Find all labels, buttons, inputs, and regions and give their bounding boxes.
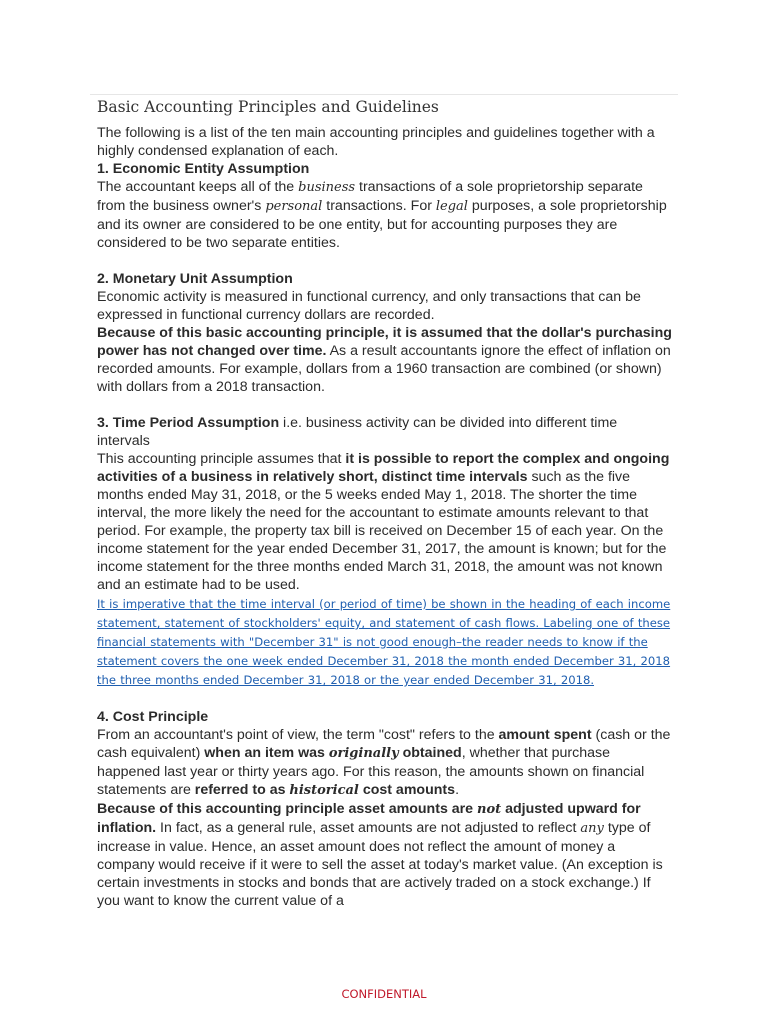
top-divider xyxy=(90,94,678,95)
time-interval-note-link[interactable]: It is imperative that the time interval (or period of time) be shown in the heading of each income statement, statement of stockholders' equity, and statement of cash flows. Labeling one of these financial statements with "December 31" is not good enough–the reader needs to know if the statement covers the one week ended December 31, 2018 the month ended December 31, 2018 the three months ended December 31, 2018 or the year ended December 31, 2018. xyxy=(97,597,671,687)
confidential-footer: CONFIDENTIAL xyxy=(341,987,427,1001)
document-body xyxy=(97,124,672,910)
monetary-unit-paragraph-2: Because of this basic accounting principle, it is assumed that the dollar's purchasing power has not changed over time. As a result accountants ignore the effect of inflation on recorded amounts. For example, dollars from a 1960 transaction are combined (or shown) with dollars from a 2018 transaction. xyxy=(97,325,672,395)
page-title: Basic Accounting Principles and Guidelines xyxy=(97,98,439,116)
monetary-unit-paragraph-1: Economic activity is measured in functional currency, and only transactions that can be expressed in functional currency dollars are recorded. xyxy=(97,289,641,323)
section-heading-time-period: 3. Time Period Assumption i.e. business activity can be divided into different time intervals xyxy=(97,415,618,449)
section-heading-economic-entity: 1. Economic Entity Assumption xyxy=(97,161,310,177)
economic-entity-paragraph: The accountant keeps all of the business transactions of a sole proprietorship separate from the business owner's personal transactions. For legal purposes, a sole proprietorship and its owner are considered to be one entity, but for accounting purposes they are considered to be two separate entities. xyxy=(97,179,667,251)
cost-principle-paragraph-2: Because of this accounting principle asset amounts are not adjusted upward for inflation. In fact, as a general rule, asset amounts are not adjusted to reflect any type of increase in value. Hence, an asset amount does not reflect the amount of money a company would receive if it were to sell the asset at today's market value. (An exception is certain investments in stocks and bonds that are actively traded on a stock exchange.) If you want to know the current value of a xyxy=(97,801,663,909)
cost-principle-paragraph-1: From an accountant's point of view, the term "cost" refers to the amount spent (cash or the cash equivalent) when an item was originally obtained, whether that purchase happened last year or thirty years ago. For this reason, the amounts shown on financial statements are referred to as historical cost amounts. xyxy=(97,727,671,798)
time-period-paragraph: This accounting principle assumes that it is possible to report the complex and ongoing activities of a business in relatively short, distinct time intervals such as the five months ended May 31, 2018, or the 5 weeks ended May 1, 2018. The shorter the time interval, the more likely the need for the accountant to estimate amounts relevant to that period. For example, the property tax bill is received on December 15 of each year. On the income statement for the year ended December 31, 2017, the amount is known; but for the income statement for the three months ended March 31, 2018, the amount was not known and an estimate had to be used. xyxy=(97,451,670,593)
intro-paragraph: The following is a list of the ten main accounting principles and guidelines together with a highly condensed explanation of each. xyxy=(97,125,655,159)
section-heading-cost-principle: 4. Cost Principle xyxy=(97,709,209,725)
section-heading-monetary-unit: 2. Monetary Unit Assumption xyxy=(97,271,293,287)
